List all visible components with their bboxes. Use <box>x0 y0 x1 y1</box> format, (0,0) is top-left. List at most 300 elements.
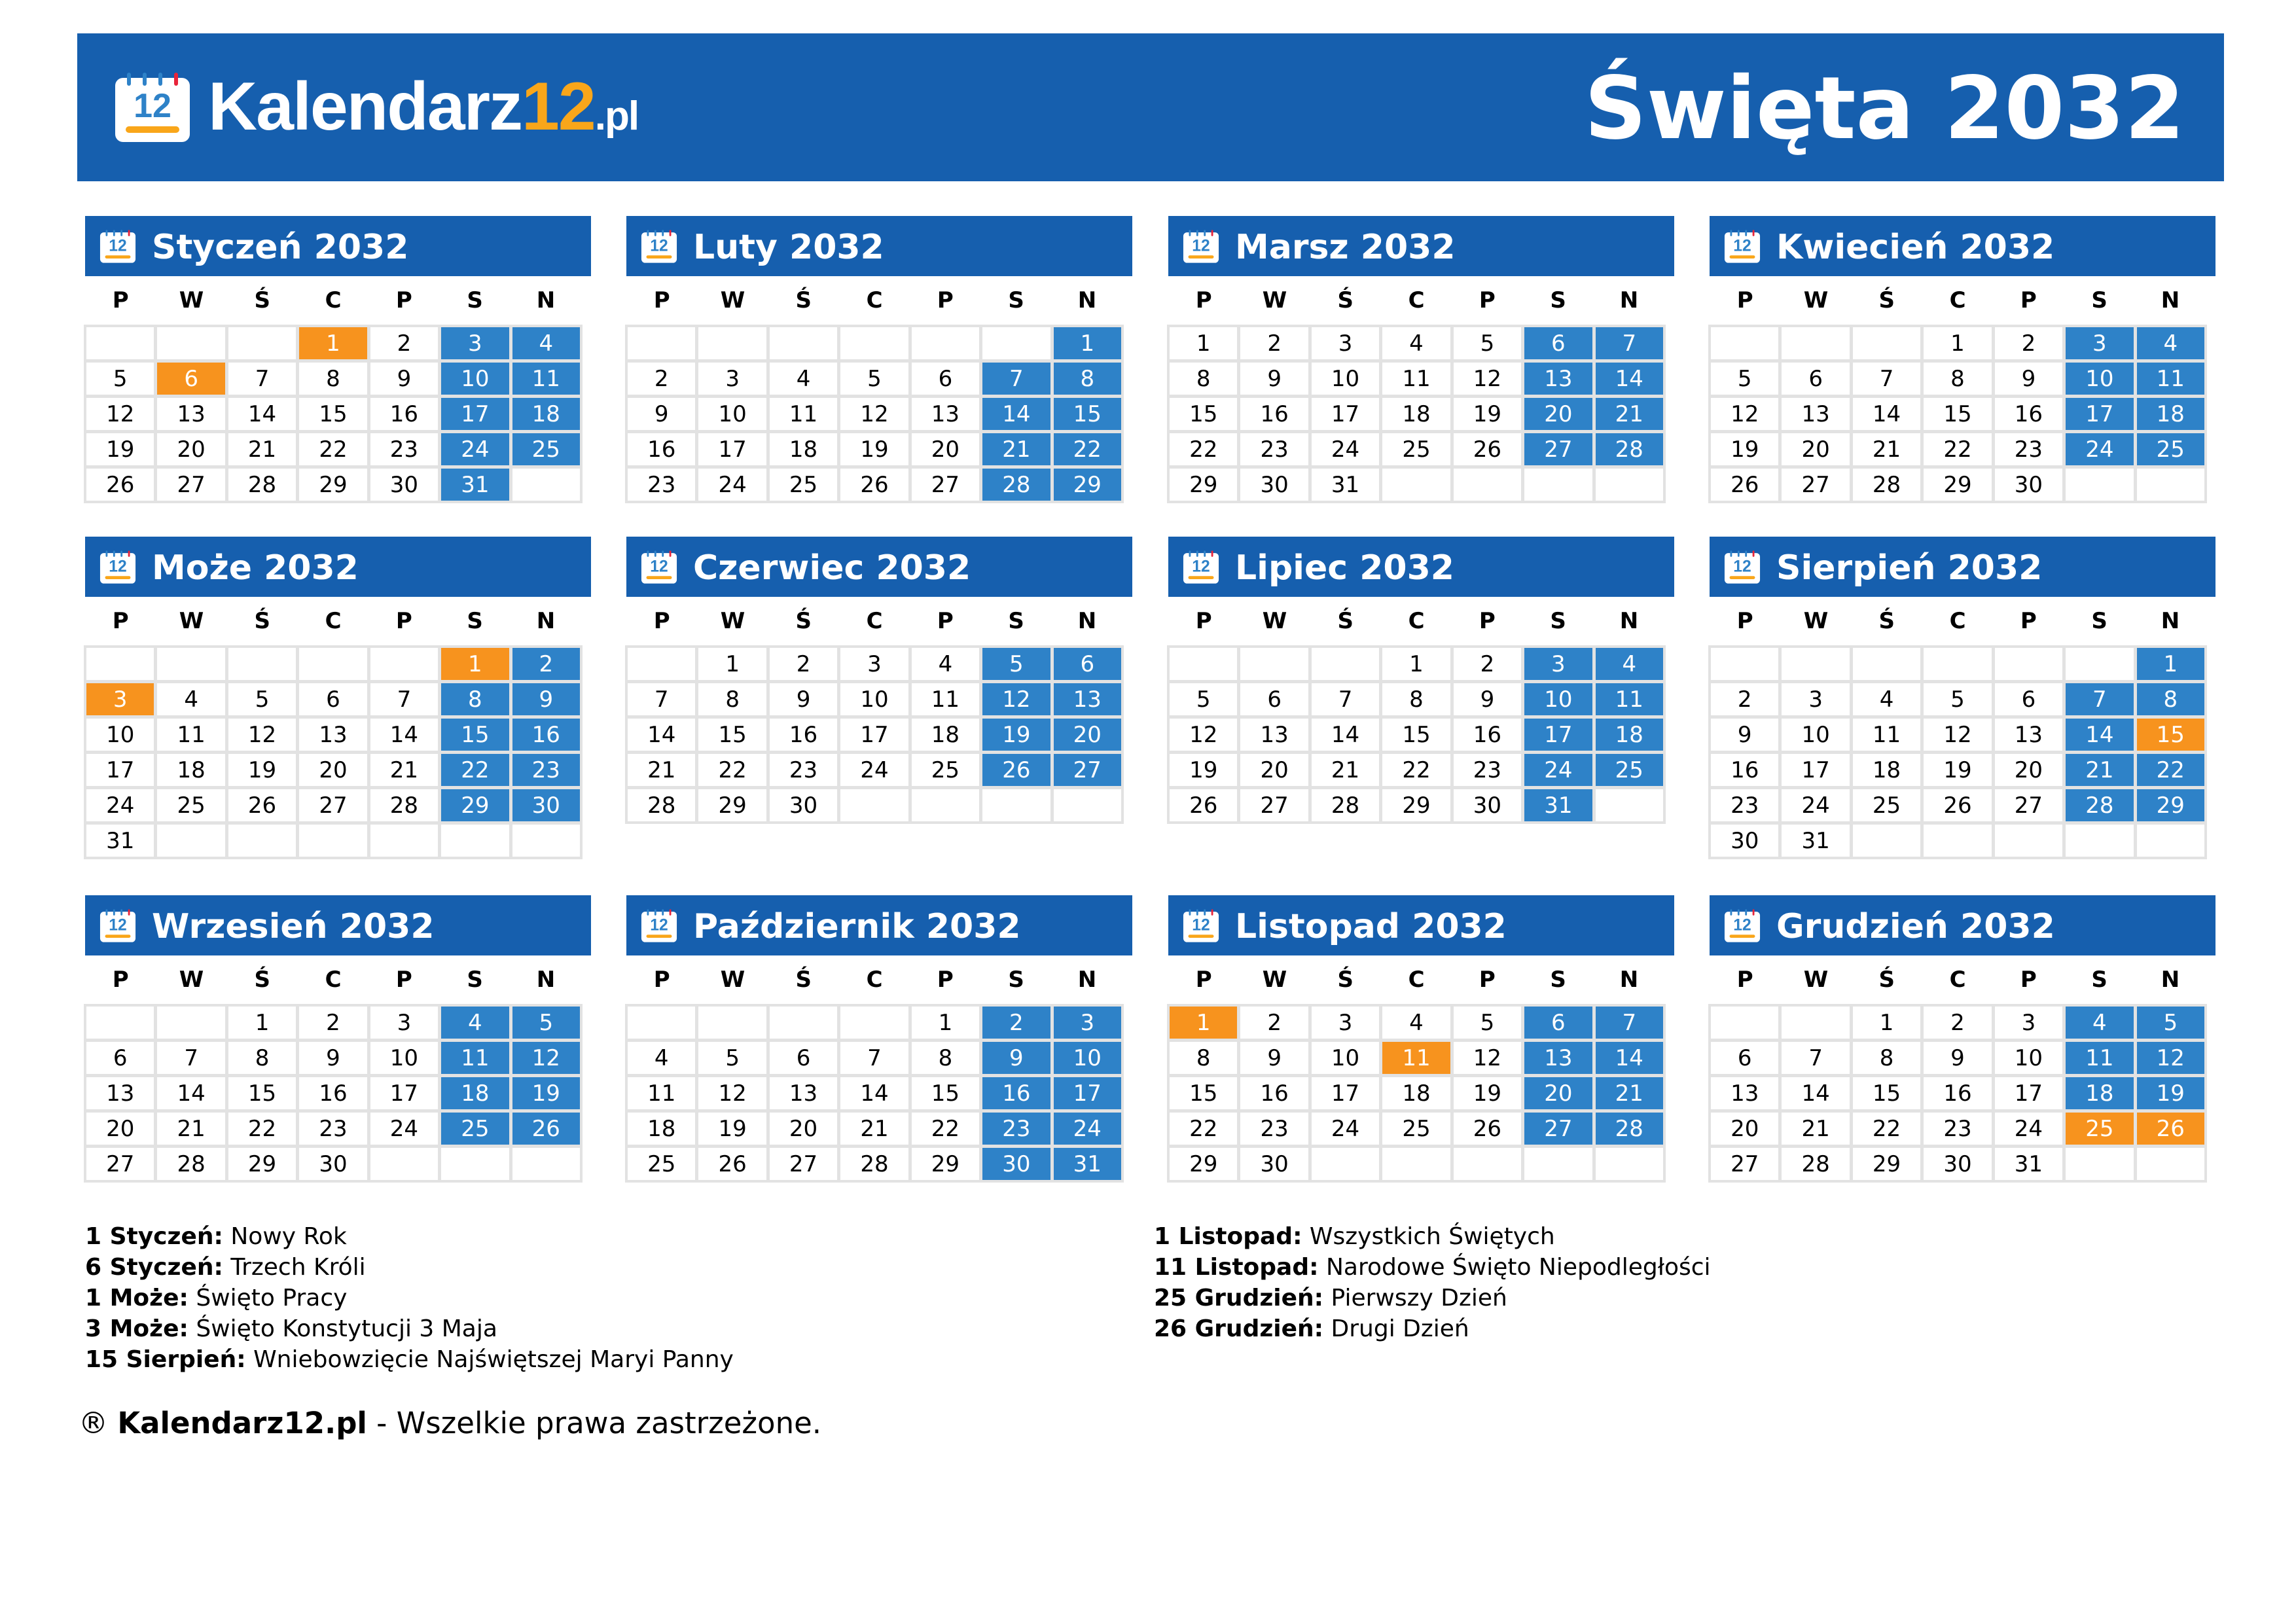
day-cell[interactable]: 24 <box>1312 433 1379 465</box>
day-cell[interactable]: 10 <box>441 363 509 395</box>
day-cell[interactable]: 25 <box>2137 433 2204 465</box>
day-cell[interactable]: 3 <box>1995 1007 2062 1039</box>
day-cell[interactable]: 16 <box>1924 1077 1991 1109</box>
day-cell[interactable]: 16 <box>770 719 837 751</box>
day-cell[interactable]: 15 <box>2137 719 2204 751</box>
day-cell[interactable]: 22 <box>1924 433 1991 465</box>
day-cell[interactable]: 23 <box>370 433 438 465</box>
day-cell[interactable]: 18 <box>628 1113 695 1145</box>
day-cell[interactable]: 16 <box>1995 398 2062 430</box>
day-cell[interactable]: 20 <box>1782 433 1849 465</box>
day-cell[interactable]: 10 <box>86 719 154 751</box>
day-cell[interactable]: 7 <box>840 1042 908 1074</box>
day-cell[interactable]: 2 <box>982 1007 1050 1039</box>
day-cell[interactable]: 15 <box>1054 398 1121 430</box>
day-cell[interactable]: 30 <box>1924 1148 1991 1180</box>
day-cell[interactable]: 6 <box>1524 327 1592 359</box>
day-cell[interactable]: 1 <box>698 648 766 680</box>
day-cell[interactable]: 21 <box>628 754 695 786</box>
day-cell[interactable]: 2 <box>1454 648 1521 680</box>
day-cell[interactable]: 1 <box>228 1007 296 1039</box>
day-cell[interactable]: 14 <box>1782 1077 1849 1109</box>
day-cell[interactable]: 13 <box>157 398 224 430</box>
day-cell[interactable]: 20 <box>1995 754 2062 786</box>
day-cell[interactable]: 18 <box>512 398 580 430</box>
day-cell[interactable]: 1 <box>1054 327 1121 359</box>
day-cell[interactable]: 29 <box>698 789 766 821</box>
day-cell[interactable]: 11 <box>628 1077 695 1109</box>
day-cell[interactable]: 20 <box>770 1113 837 1145</box>
day-cell[interactable]: 28 <box>1782 1148 1849 1180</box>
day-cell[interactable]: 14 <box>2066 719 2133 751</box>
day-cell[interactable]: 5 <box>1924 683 1991 715</box>
day-cell[interactable]: 8 <box>1054 363 1121 395</box>
day-cell[interactable]: 18 <box>1596 719 1663 751</box>
day-cell[interactable]: 2 <box>370 327 438 359</box>
day-cell[interactable]: 5 <box>86 363 154 395</box>
day-cell[interactable]: 13 <box>770 1077 837 1109</box>
day-cell[interactable]: 24 <box>441 433 509 465</box>
day-cell[interactable]: 19 <box>982 719 1050 751</box>
day-cell[interactable]: 28 <box>1312 789 1379 821</box>
day-cell[interactable]: 1 <box>1853 1007 1920 1039</box>
day-cell[interactable]: 14 <box>157 1077 224 1109</box>
day-cell[interactable]: 9 <box>1240 363 1308 395</box>
day-cell[interactable]: 24 <box>1995 1113 2062 1145</box>
day-cell[interactable]: 4 <box>912 648 979 680</box>
day-cell[interactable]: 15 <box>1170 1077 1237 1109</box>
day-cell[interactable]: 27 <box>157 469 224 501</box>
day-cell[interactable]: 8 <box>2137 683 2204 715</box>
day-cell[interactable]: 7 <box>982 363 1050 395</box>
day-cell[interactable]: 1 <box>299 327 367 359</box>
day-cell[interactable]: 14 <box>628 719 695 751</box>
day-cell[interactable]: 12 <box>1170 719 1237 751</box>
day-cell[interactable]: 10 <box>1312 1042 1379 1074</box>
day-cell[interactable]: 13 <box>1524 363 1592 395</box>
day-cell[interactable]: 8 <box>1382 683 1450 715</box>
day-cell[interactable]: 18 <box>770 433 837 465</box>
day-cell[interactable]: 1 <box>1382 648 1450 680</box>
day-cell[interactable]: 28 <box>982 469 1050 501</box>
day-cell[interactable]: 10 <box>1312 363 1379 395</box>
day-cell[interactable]: 24 <box>1524 754 1592 786</box>
day-cell[interactable]: 2 <box>770 648 837 680</box>
day-cell[interactable]: 20 <box>86 1113 154 1145</box>
day-cell[interactable]: 26 <box>512 1113 580 1145</box>
day-cell[interactable]: 30 <box>512 789 580 821</box>
day-cell[interactable]: 2 <box>1995 327 2062 359</box>
day-cell[interactable]: 29 <box>1170 469 1237 501</box>
day-cell[interactable]: 18 <box>2066 1077 2133 1109</box>
day-cell[interactable]: 2 <box>1240 1007 1308 1039</box>
day-cell[interactable]: 11 <box>512 363 580 395</box>
day-cell[interactable]: 20 <box>1240 754 1308 786</box>
day-cell[interactable]: 12 <box>2137 1042 2204 1074</box>
day-cell[interactable]: 27 <box>1711 1148 1778 1180</box>
day-cell[interactable]: 26 <box>982 754 1050 786</box>
day-cell[interactable]: 25 <box>1382 1113 1450 1145</box>
day-cell[interactable]: 8 <box>912 1042 979 1074</box>
day-cell[interactable]: 10 <box>698 398 766 430</box>
day-cell[interactable]: 6 <box>1995 683 2062 715</box>
day-cell[interactable]: 15 <box>441 719 509 751</box>
day-cell[interactable]: 29 <box>1382 789 1450 821</box>
day-cell[interactable]: 23 <box>1454 754 1521 786</box>
day-cell[interactable]: 14 <box>1312 719 1379 751</box>
day-cell[interactable]: 27 <box>1524 1113 1592 1145</box>
day-cell[interactable]: 29 <box>1054 469 1121 501</box>
day-cell[interactable]: 26 <box>1924 789 1991 821</box>
day-cell[interactable]: 16 <box>299 1077 367 1109</box>
day-cell[interactable]: 17 <box>840 719 908 751</box>
day-cell[interactable]: 19 <box>1170 754 1237 786</box>
day-cell[interactable]: 5 <box>1170 683 1237 715</box>
day-cell[interactable]: 1 <box>1924 327 1991 359</box>
day-cell[interactable]: 29 <box>228 1148 296 1180</box>
day-cell[interactable]: 12 <box>86 398 154 430</box>
day-cell[interactable]: 7 <box>1596 1007 1663 1039</box>
day-cell[interactable]: 23 <box>1240 1113 1308 1145</box>
day-cell[interactable]: 2 <box>1240 327 1308 359</box>
day-cell[interactable]: 4 <box>2137 327 2204 359</box>
day-cell[interactable]: 21 <box>228 433 296 465</box>
day-cell[interactable]: 17 <box>1524 719 1592 751</box>
day-cell[interactable]: 20 <box>1054 719 1121 751</box>
day-cell[interactable]: 13 <box>299 719 367 751</box>
day-cell[interactable]: 6 <box>1240 683 1308 715</box>
day-cell[interactable]: 19 <box>512 1077 580 1109</box>
day-cell[interactable]: 21 <box>840 1113 908 1145</box>
day-cell[interactable]: 5 <box>982 648 1050 680</box>
day-cell[interactable]: 31 <box>1995 1148 2062 1180</box>
day-cell[interactable]: 23 <box>1995 433 2062 465</box>
day-cell[interactable]: 6 <box>86 1042 154 1074</box>
day-cell[interactable]: 25 <box>1853 789 1920 821</box>
day-cell[interactable]: 16 <box>1454 719 1521 751</box>
day-cell[interactable]: 23 <box>628 469 695 501</box>
day-cell[interactable]: 24 <box>370 1113 438 1145</box>
day-cell[interactable]: 26 <box>228 789 296 821</box>
day-cell[interactable]: 11 <box>157 719 224 751</box>
day-cell[interactable]: 20 <box>299 754 367 786</box>
day-cell[interactable]: 5 <box>1711 363 1778 395</box>
day-cell[interactable]: 5 <box>1454 327 1521 359</box>
day-cell[interactable]: 22 <box>228 1113 296 1145</box>
day-cell[interactable]: 10 <box>1524 683 1592 715</box>
day-cell[interactable]: 4 <box>1382 1007 1450 1039</box>
day-cell[interactable]: 31 <box>1312 469 1379 501</box>
day-cell[interactable]: 27 <box>1240 789 1308 821</box>
day-cell[interactable]: 3 <box>1312 1007 1379 1039</box>
day-cell[interactable]: 7 <box>1853 363 1920 395</box>
day-cell[interactable]: 3 <box>370 1007 438 1039</box>
day-cell[interactable]: 28 <box>840 1148 908 1180</box>
day-cell[interactable]: 7 <box>1782 1042 1849 1074</box>
site-logo[interactable] <box>114 67 638 146</box>
day-cell[interactable]: 31 <box>1054 1148 1121 1180</box>
day-cell[interactable]: 27 <box>1524 433 1592 465</box>
day-cell[interactable]: 11 <box>1596 683 1663 715</box>
day-cell[interactable]: 5 <box>512 1007 580 1039</box>
day-cell[interactable]: 12 <box>1924 719 1991 751</box>
day-cell[interactable]: 29 <box>1853 1148 1920 1180</box>
day-cell[interactable]: 24 <box>2066 433 2133 465</box>
day-cell[interactable]: 6 <box>1524 1007 1592 1039</box>
day-cell[interactable]: 26 <box>1170 789 1237 821</box>
day-cell[interactable]: 2 <box>1711 683 1778 715</box>
day-cell[interactable]: 8 <box>698 683 766 715</box>
day-cell[interactable]: 9 <box>1995 363 2062 395</box>
day-cell[interactable]: 31 <box>441 469 509 501</box>
day-cell[interactable]: 11 <box>2066 1042 2133 1074</box>
day-cell[interactable]: 27 <box>912 469 979 501</box>
day-cell[interactable]: 20 <box>1524 1077 1592 1109</box>
day-cell[interactable]: 12 <box>982 683 1050 715</box>
day-cell[interactable]: 3 <box>1782 683 1849 715</box>
day-cell[interactable]: 11 <box>1853 719 1920 751</box>
day-cell[interactable]: 20 <box>1711 1113 1778 1145</box>
day-cell[interactable]: 18 <box>441 1077 509 1109</box>
day-cell[interactable]: 17 <box>1312 398 1379 430</box>
day-cell[interactable]: 7 <box>370 683 438 715</box>
day-cell[interactable]: 21 <box>1596 1077 1663 1109</box>
day-cell[interactable]: 16 <box>512 719 580 751</box>
day-cell[interactable]: 12 <box>1454 1042 1521 1074</box>
day-cell[interactable]: 22 <box>299 433 367 465</box>
day-cell[interactable]: 25 <box>1382 433 1450 465</box>
day-cell[interactable]: 25 <box>912 754 979 786</box>
day-cell[interactable]: 28 <box>2066 789 2133 821</box>
day-cell[interactable]: 16 <box>1711 754 1778 786</box>
day-cell[interactable]: 23 <box>1240 433 1308 465</box>
day-cell[interactable]: 16 <box>370 398 438 430</box>
day-cell[interactable]: 30 <box>1240 1148 1308 1180</box>
day-cell[interactable]: 14 <box>840 1077 908 1109</box>
day-cell[interactable]: 11 <box>1382 363 1450 395</box>
day-cell[interactable]: 12 <box>840 398 908 430</box>
day-cell[interactable]: 25 <box>1596 754 1663 786</box>
day-cell[interactable]: 9 <box>628 398 695 430</box>
day-cell[interactable]: 19 <box>86 433 154 465</box>
day-cell[interactable]: 8 <box>1170 363 1237 395</box>
day-cell[interactable]: 29 <box>441 789 509 821</box>
day-cell[interactable]: 22 <box>1170 433 1237 465</box>
footer-brand-link[interactable]: Kalendarz12.pl <box>117 1406 367 1440</box>
day-cell[interactable]: 7 <box>1312 683 1379 715</box>
day-cell[interactable]: 23 <box>299 1113 367 1145</box>
day-cell[interactable]: 23 <box>1711 789 1778 821</box>
day-cell[interactable]: 11 <box>770 398 837 430</box>
day-cell[interactable]: 3 <box>840 648 908 680</box>
day-cell[interactable]: 11 <box>1382 1042 1450 1074</box>
day-cell[interactable]: 21 <box>1312 754 1379 786</box>
day-cell[interactable]: 3 <box>1312 327 1379 359</box>
day-cell[interactable]: 23 <box>512 754 580 786</box>
day-cell[interactable]: 10 <box>840 683 908 715</box>
day-cell[interactable]: 10 <box>2066 363 2133 395</box>
day-cell[interactable]: 13 <box>86 1077 154 1109</box>
day-cell[interactable]: 29 <box>1924 469 1991 501</box>
day-cell[interactable]: 22 <box>1853 1113 1920 1145</box>
day-cell[interactable]: 18 <box>912 719 979 751</box>
day-cell[interactable]: 28 <box>157 1148 224 1180</box>
day-cell[interactable]: 21 <box>1853 433 1920 465</box>
day-cell[interactable]: 25 <box>770 469 837 501</box>
day-cell[interactable]: 26 <box>2137 1113 2204 1145</box>
day-cell[interactable]: 23 <box>770 754 837 786</box>
day-cell[interactable]: 2 <box>299 1007 367 1039</box>
day-cell[interactable]: 16 <box>628 433 695 465</box>
day-cell[interactable]: 5 <box>228 683 296 715</box>
day-cell[interactable]: 12 <box>228 719 296 751</box>
day-cell[interactable]: 18 <box>1853 754 1920 786</box>
day-cell[interactable]: 21 <box>1782 1113 1849 1145</box>
day-cell[interactable]: 5 <box>698 1042 766 1074</box>
day-cell[interactable]: 17 <box>441 398 509 430</box>
day-cell[interactable]: 15 <box>228 1077 296 1109</box>
day-cell[interactable]: 22 <box>441 754 509 786</box>
day-cell[interactable]: 8 <box>228 1042 296 1074</box>
day-cell[interactable]: 8 <box>299 363 367 395</box>
day-cell[interactable]: 26 <box>1454 433 1521 465</box>
day-cell[interactable]: 17 <box>1995 1077 2062 1109</box>
day-cell[interactable]: 15 <box>912 1077 979 1109</box>
day-cell[interactable]: 14 <box>1596 363 1663 395</box>
day-cell[interactable]: 6 <box>912 363 979 395</box>
day-cell[interactable]: 17 <box>1054 1077 1121 1109</box>
day-cell[interactable]: 12 <box>1711 398 1778 430</box>
day-cell[interactable]: 24 <box>1782 789 1849 821</box>
day-cell[interactable]: 1 <box>2137 648 2204 680</box>
day-cell[interactable]: 3 <box>2066 327 2133 359</box>
day-cell[interactable]: 29 <box>2137 789 2204 821</box>
day-cell[interactable]: 2 <box>512 648 580 680</box>
day-cell[interactable]: 15 <box>698 719 766 751</box>
day-cell[interactable]: 6 <box>1054 648 1121 680</box>
day-cell[interactable]: 18 <box>157 754 224 786</box>
day-cell[interactable]: 11 <box>441 1042 509 1074</box>
day-cell[interactable]: 7 <box>2066 683 2133 715</box>
day-cell[interactable]: 2 <box>628 363 695 395</box>
day-cell[interactable]: 28 <box>370 789 438 821</box>
day-cell[interactable]: 26 <box>840 469 908 501</box>
day-cell[interactable]: 30 <box>370 469 438 501</box>
day-cell[interactable]: 27 <box>770 1148 837 1180</box>
day-cell[interactable]: 21 <box>1596 398 1663 430</box>
day-cell[interactable]: 5 <box>840 363 908 395</box>
day-cell[interactable]: 4 <box>2066 1007 2133 1039</box>
day-cell[interactable]: 26 <box>1454 1113 1521 1145</box>
day-cell[interactable]: 28 <box>1596 433 1663 465</box>
day-cell[interactable]: 12 <box>1454 363 1521 395</box>
day-cell[interactable]: 4 <box>441 1007 509 1039</box>
day-cell[interactable]: 22 <box>1382 754 1450 786</box>
day-cell[interactable]: 3 <box>86 683 154 715</box>
day-cell[interactable]: 27 <box>299 789 367 821</box>
day-cell[interactable]: 3 <box>1524 648 1592 680</box>
day-cell[interactable]: 2 <box>1924 1007 1991 1039</box>
day-cell[interactable]: 9 <box>370 363 438 395</box>
day-cell[interactable]: 22 <box>698 754 766 786</box>
day-cell[interactable]: 8 <box>1853 1042 1920 1074</box>
day-cell[interactable]: 25 <box>2066 1113 2133 1145</box>
day-cell[interactable]: 13 <box>1995 719 2062 751</box>
day-cell[interactable]: 23 <box>982 1113 1050 1145</box>
day-cell[interactable]: 17 <box>1782 754 1849 786</box>
day-cell[interactable]: 24 <box>698 469 766 501</box>
day-cell[interactable]: 30 <box>982 1148 1050 1180</box>
day-cell[interactable]: 16 <box>1240 398 1308 430</box>
day-cell[interactable]: 5 <box>1454 1007 1521 1039</box>
day-cell[interactable]: 30 <box>770 789 837 821</box>
day-cell[interactable]: 15 <box>1170 398 1237 430</box>
day-cell[interactable]: 21 <box>370 754 438 786</box>
day-cell[interactable]: 22 <box>2137 754 2204 786</box>
day-cell[interactable]: 9 <box>1711 719 1778 751</box>
day-cell[interactable]: 9 <box>512 683 580 715</box>
day-cell[interactable]: 14 <box>228 398 296 430</box>
day-cell[interactable]: 24 <box>840 754 908 786</box>
day-cell[interactable]: 19 <box>698 1113 766 1145</box>
day-cell[interactable]: 7 <box>228 363 296 395</box>
day-cell[interactable]: 10 <box>370 1042 438 1074</box>
day-cell[interactable]: 8 <box>1924 363 1991 395</box>
day-cell[interactable]: 15 <box>1382 719 1450 751</box>
day-cell[interactable]: 18 <box>1382 1077 1450 1109</box>
day-cell[interactable]: 17 <box>1312 1077 1379 1109</box>
day-cell[interactable]: 13 <box>1711 1077 1778 1109</box>
day-cell[interactable]: 22 <box>912 1113 979 1145</box>
day-cell[interactable]: 6 <box>157 363 224 395</box>
day-cell[interactable]: 1 <box>441 648 509 680</box>
day-cell[interactable]: 19 <box>1924 754 1991 786</box>
day-cell[interactable]: 13 <box>1782 398 1849 430</box>
day-cell[interactable]: 22 <box>1054 433 1121 465</box>
day-cell[interactable]: 16 <box>982 1077 1050 1109</box>
day-cell[interactable]: 4 <box>1853 683 1920 715</box>
day-cell[interactable]: 13 <box>1240 719 1308 751</box>
day-cell[interactable]: 10 <box>1782 719 1849 751</box>
day-cell[interactable]: 19 <box>840 433 908 465</box>
day-cell[interactable]: 20 <box>912 433 979 465</box>
day-cell[interactable]: 8 <box>1170 1042 1237 1074</box>
day-cell[interactable]: 27 <box>1995 789 2062 821</box>
day-cell[interactable]: 26 <box>1711 469 1778 501</box>
day-cell[interactable]: 10 <box>1054 1042 1121 1074</box>
day-cell[interactable]: 19 <box>1454 398 1521 430</box>
day-cell[interactable]: 13 <box>1054 683 1121 715</box>
day-cell[interactable]: 1 <box>912 1007 979 1039</box>
day-cell[interactable]: 30 <box>1711 825 1778 857</box>
day-cell[interactable]: 13 <box>1524 1042 1592 1074</box>
day-cell[interactable]: 25 <box>441 1113 509 1145</box>
day-cell[interactable]: 1 <box>1170 1007 1237 1039</box>
day-cell[interactable]: 21 <box>157 1113 224 1145</box>
day-cell[interactable]: 17 <box>86 754 154 786</box>
day-cell[interactable]: 17 <box>2066 398 2133 430</box>
day-cell[interactable]: 30 <box>299 1148 367 1180</box>
day-cell[interactable]: 1 <box>1170 327 1237 359</box>
day-cell[interactable]: 11 <box>2137 363 2204 395</box>
day-cell[interactable]: 29 <box>912 1148 979 1180</box>
day-cell[interactable]: 14 <box>1596 1042 1663 1074</box>
day-cell[interactable]: 19 <box>2137 1077 2204 1109</box>
day-cell[interactable]: 31 <box>86 825 154 857</box>
day-cell[interactable]: 13 <box>912 398 979 430</box>
day-cell[interactable]: 6 <box>1782 363 1849 395</box>
day-cell[interactable]: 30 <box>1454 789 1521 821</box>
